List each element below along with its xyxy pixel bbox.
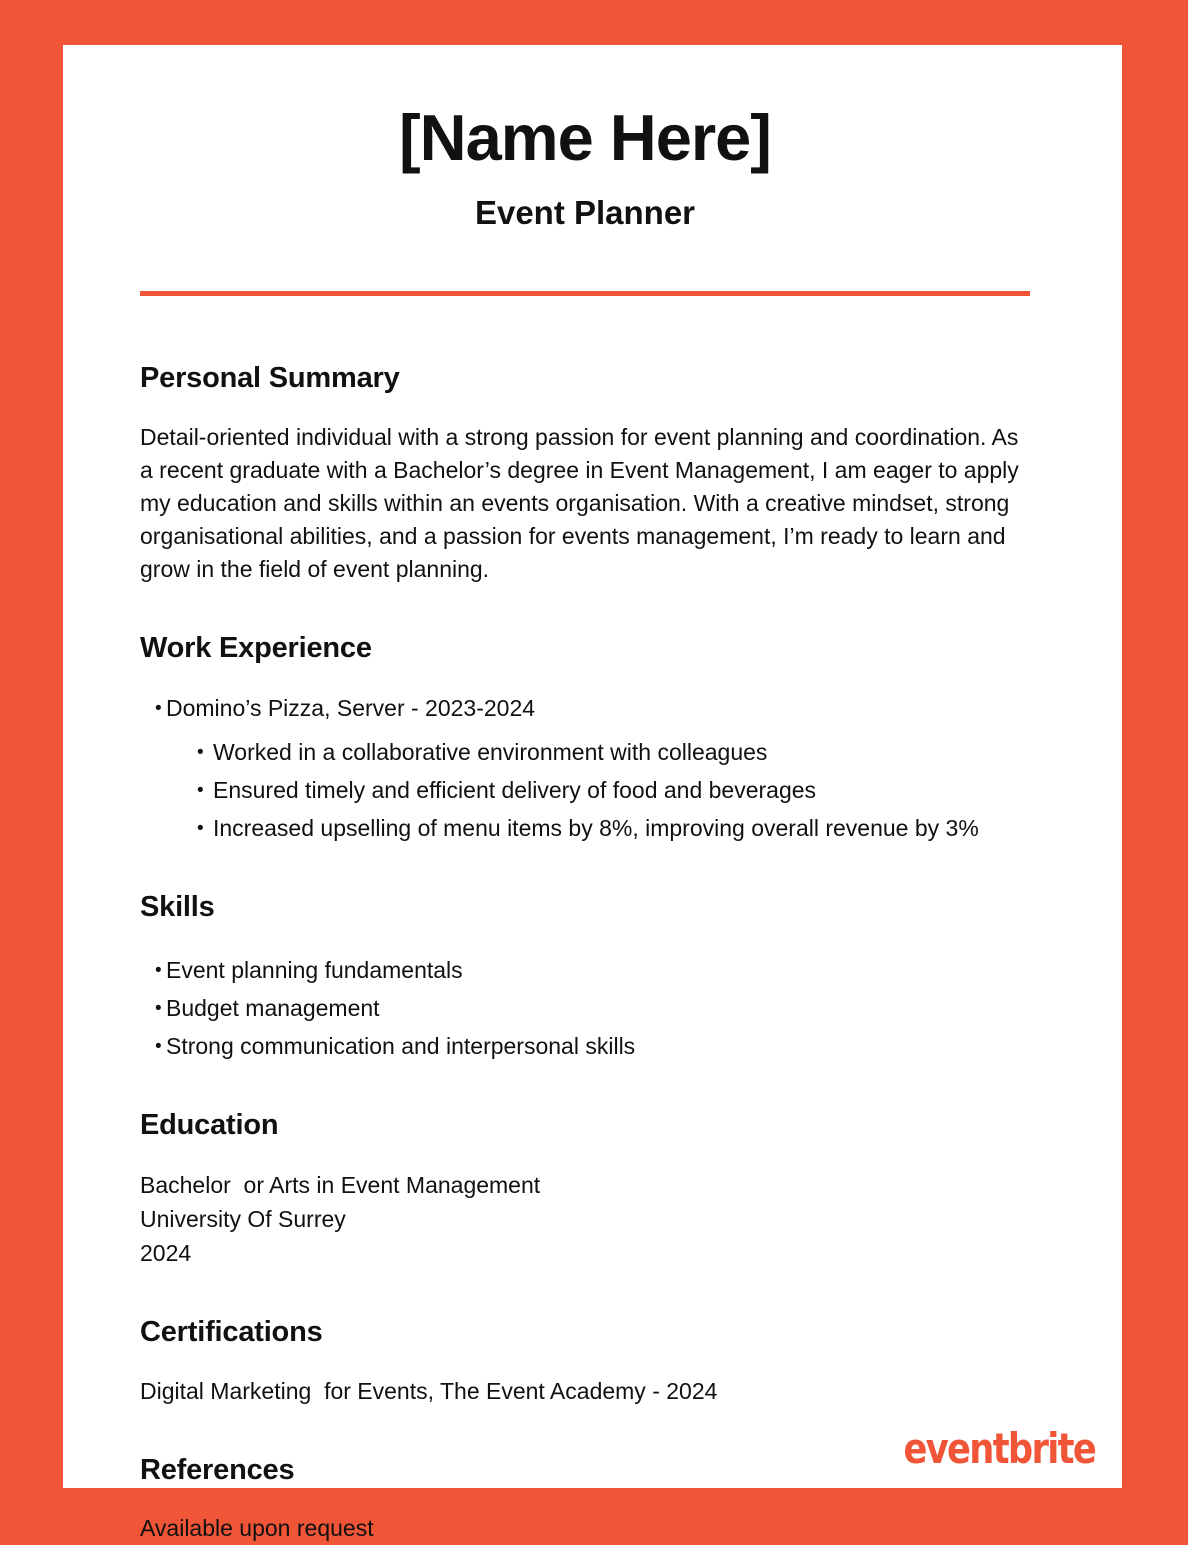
skill-item xyxy=(140,1030,1030,1063)
work-detail-text: Worked in a collaborative environment with colleagues xyxy=(213,738,768,765)
section-education xyxy=(140,1107,1030,1270)
education-details xyxy=(140,1168,1030,1270)
resume-content xyxy=(63,97,1122,1540)
work-experience-list xyxy=(140,692,1030,725)
skill-text: Event planning fundamentals xyxy=(166,957,463,984)
bullet-icon xyxy=(188,774,213,807)
personal-summary-text: Detail-oriented individual with a strong passion for event planning and coordination. As a recent graduate with a Bachelor’s degree in Event Management, I am eager to apply my education and skills within an events organisation. With a creative mindset, strong organisational abilities, and a passion for events management, I’m ready to learn and grow in the field of event planning. xyxy=(140,423,1026,582)
work-experience-role-item xyxy=(140,692,1030,725)
skill-item xyxy=(140,954,1030,987)
education-year: 2024 xyxy=(140,1239,192,1266)
resume-role: Event Planner xyxy=(474,194,696,232)
bullet-icon xyxy=(140,692,166,725)
skill-text: Budget management xyxy=(166,995,380,1022)
work-detail-item xyxy=(188,812,1030,845)
section-personal-summary xyxy=(140,360,1030,586)
work-detail-text: Increased upselling of menu items by 8%, improving overall revenue by 3% xyxy=(213,814,979,841)
skill-item xyxy=(140,992,1030,1025)
work-experience-heading: Work Experience xyxy=(140,631,372,664)
work-detail-item xyxy=(188,736,1030,769)
resume-header xyxy=(140,97,1030,235)
bullet-icon xyxy=(140,1030,166,1063)
work-detail-item xyxy=(188,774,1030,807)
education-degree: Bachelor or Arts in Event Management xyxy=(140,1171,541,1198)
section-references xyxy=(140,1452,1030,1545)
section-work-experience xyxy=(140,630,1030,845)
header-divider-rule xyxy=(140,291,1030,296)
certification-text: Digital Marketing for Events, The Event Academy - 2024 xyxy=(140,1377,718,1404)
section-skills xyxy=(140,889,1030,1064)
references-text: Available upon request xyxy=(140,1515,374,1542)
skill-text: Strong communication and interpersonal skills xyxy=(166,1033,636,1060)
certifications-heading: Certifications xyxy=(140,1315,323,1348)
work-role-text: Domino’s Pizza, Server - 2023-2024 xyxy=(166,694,536,721)
eventbrite-logo: eventbrite xyxy=(903,1424,1095,1473)
references-heading: References xyxy=(140,1453,295,1486)
skills-list xyxy=(140,954,1030,1063)
resume-name: [Name Here] xyxy=(399,101,771,174)
work-experience-detail-list xyxy=(188,736,1030,845)
education-school: University Of Surrey xyxy=(140,1205,346,1232)
bullet-icon xyxy=(140,992,166,1025)
education-heading: Education xyxy=(140,1109,279,1142)
personal-summary-heading: Personal Summary xyxy=(140,362,400,395)
section-certifications xyxy=(140,1314,1030,1408)
resume-page xyxy=(63,45,1122,1542)
bullet-icon xyxy=(188,736,213,769)
skills-heading: Skills xyxy=(140,890,215,923)
bullet-icon xyxy=(140,954,166,987)
work-detail-text: Ensured timely and efficient delivery of food and beverages xyxy=(213,776,817,803)
bullet-icon xyxy=(188,812,213,845)
